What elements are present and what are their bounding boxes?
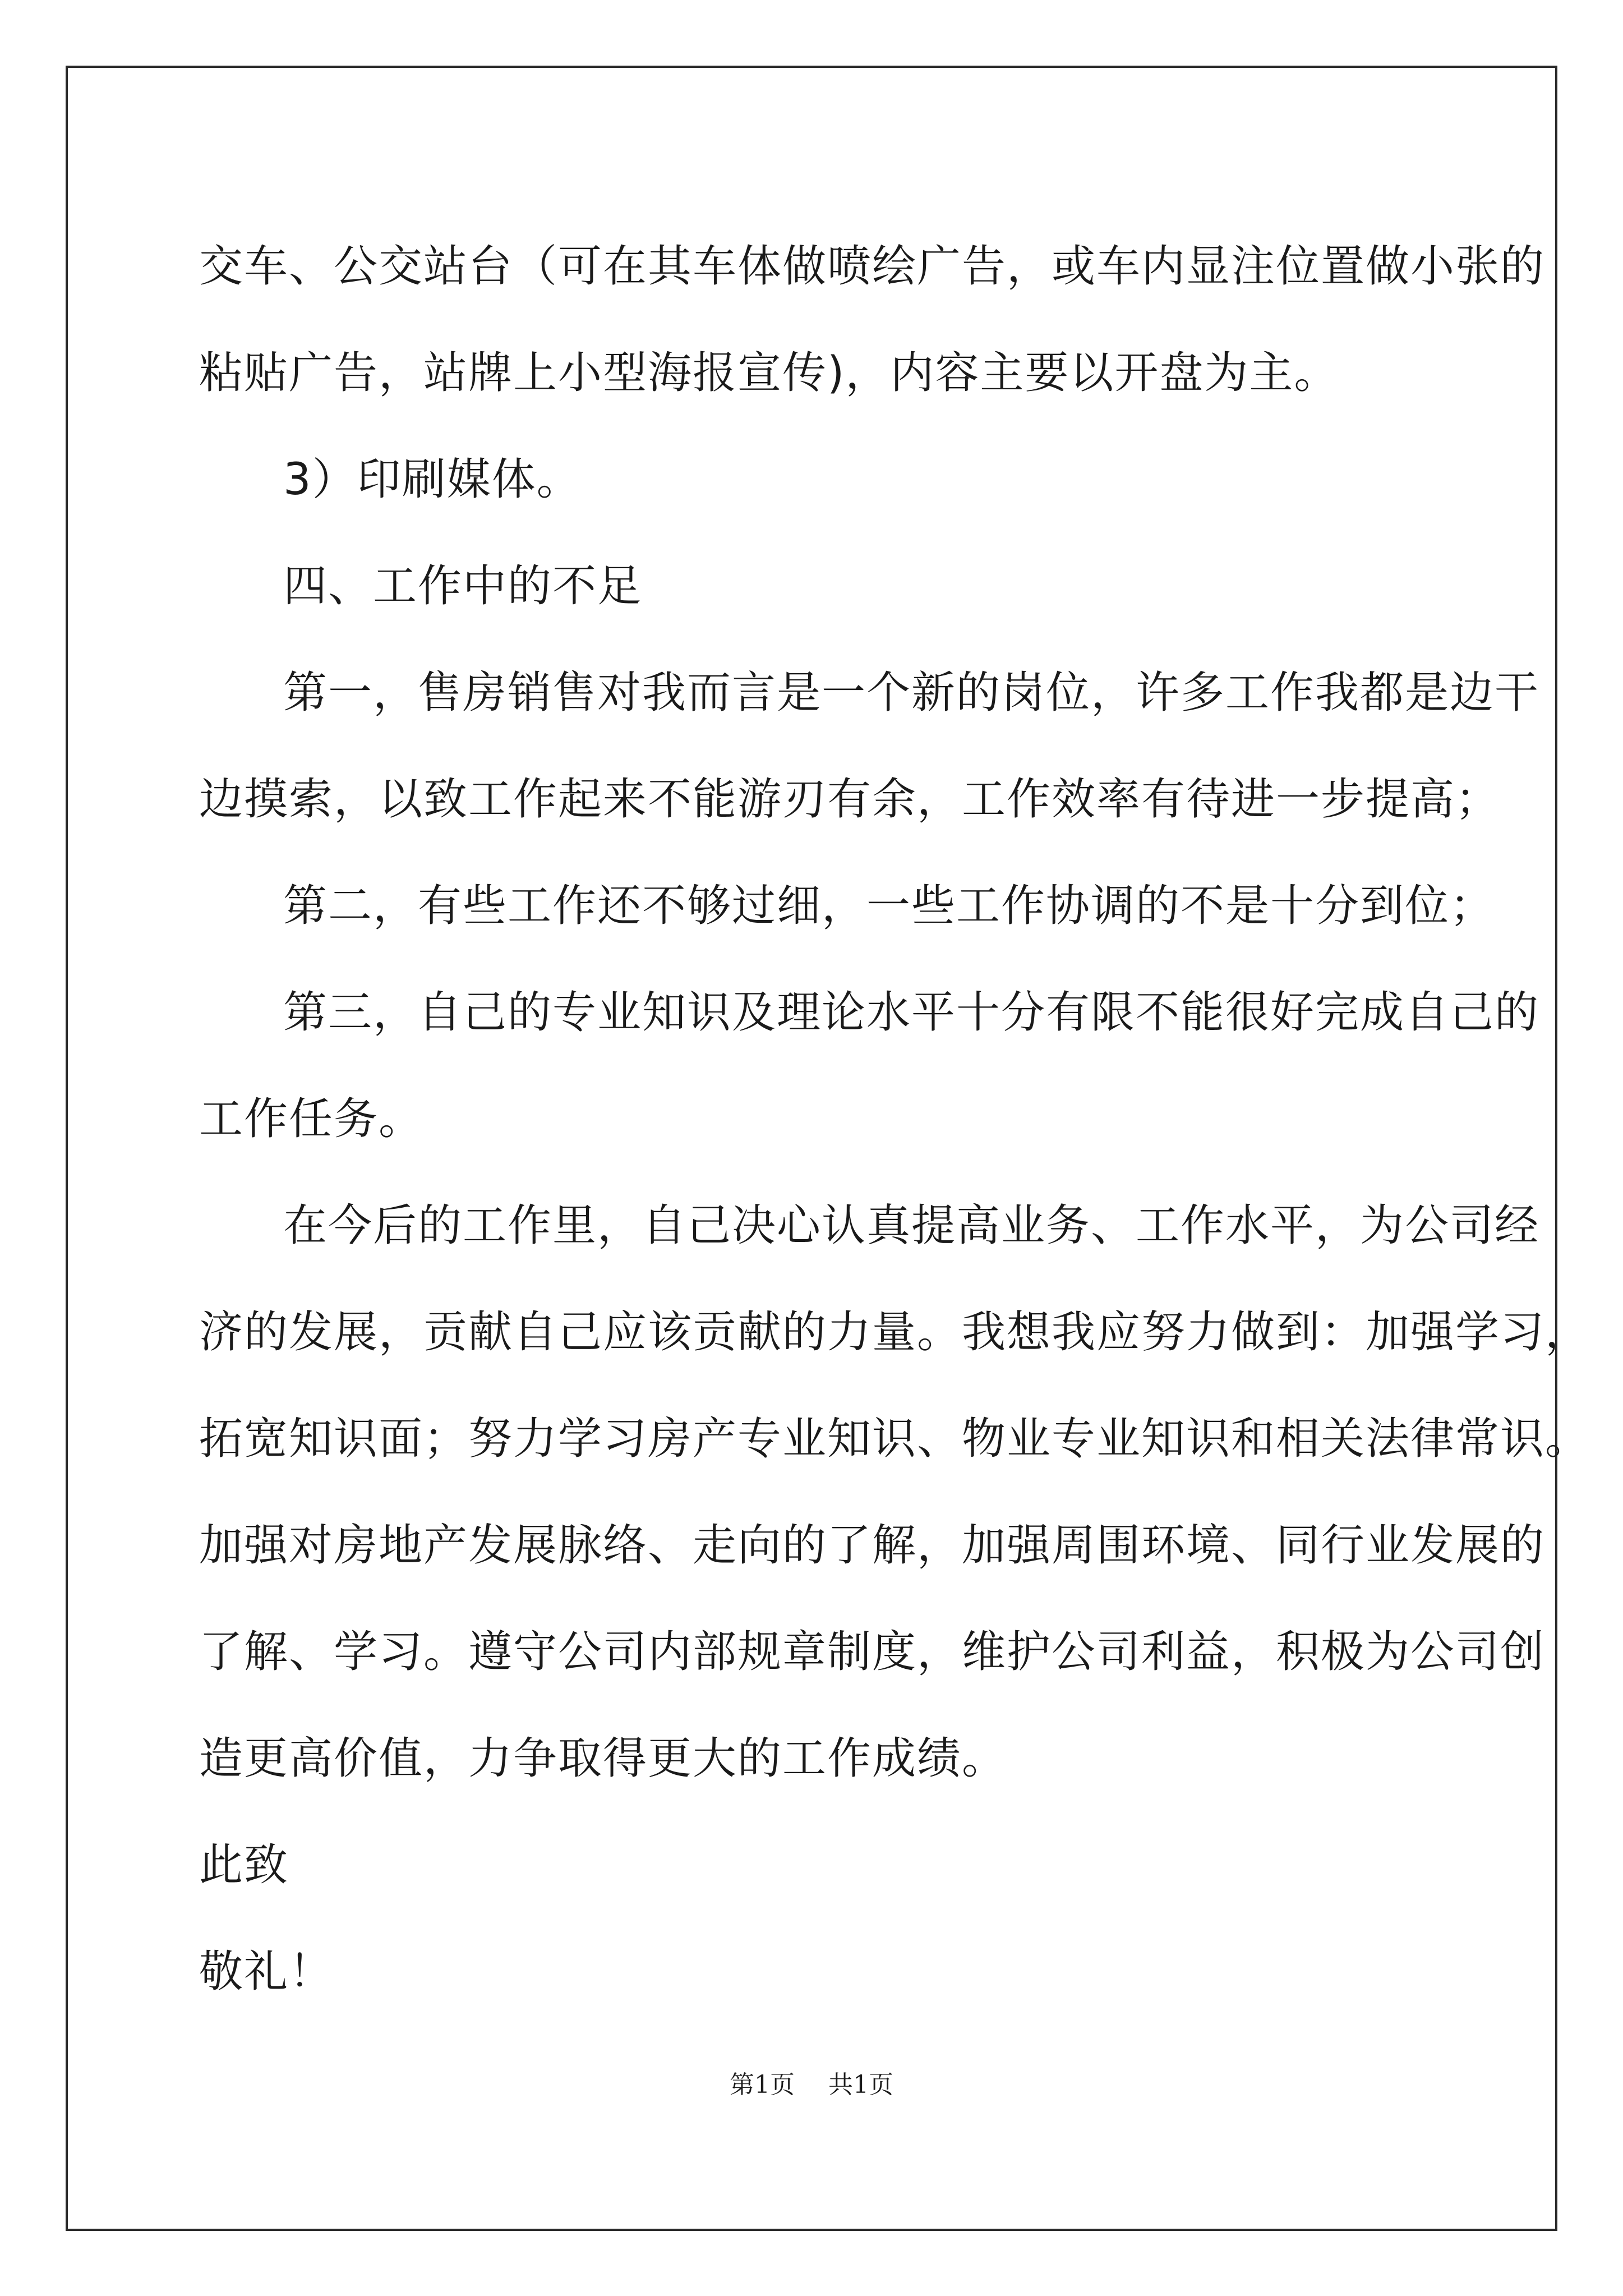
text-line-8: 第三，自己的专业知识及理论水平十分有限不能很好完成自己的: [283, 987, 1540, 1038]
page-total: 共1页: [828, 2070, 893, 2099]
text-line-3: 3）印刷媒体。: [283, 454, 582, 505]
text-line-6: 边摸索，以致工作起来不能游刃有余，工作效率有待进一步提高；: [199, 774, 1501, 825]
text-line-10: 在今后的工作里，自己决心认真提高业务、工作水平，为公司经: [283, 1200, 1540, 1251]
closing-regards: 敬礼！: [199, 1947, 334, 1997]
text-line-13: 加强对房地产发展脉络、走向的了解，加强周围环境、同行业发展的: [199, 1520, 1546, 1571]
text-line-11: 济的发展，贡献自己应该贡献的力量。我想我应努力做到：加强学习，: [199, 1307, 1590, 1358]
text-line-9: 工作任务。: [199, 1094, 424, 1144]
closing-salutation: 此致: [199, 1840, 289, 1890]
document-body: [199, 213, 1590, 2025]
text-line-14: 了解、学习。遵守公司内部规章制度，维护公司利益，积极为公司创: [199, 1627, 1546, 1677]
text-line-2: 粘贴广告，站牌上小型海报宣传)，内容主要以开盘为主。: [199, 348, 1339, 398]
text-line-15: 造更高价值，力争取得更大的工作成绩。: [199, 1733, 1007, 1784]
text-line-1: 交车、公交站台（可在其车体做喷绘广告，或车内显注位置做小张的: [199, 241, 1546, 292]
text-line-7: 第二，有些工作还不够过细，一些工作协调的不是十分到位；: [283, 881, 1495, 931]
text-line-5: 第一，售房销售对我而言是一个新的岗位，许多工作我都是边干: [283, 668, 1540, 718]
text-line-12: 拓宽知识面；努力学习房产专业知识、物业专业知识和相关法律常识。: [199, 1414, 1590, 1464]
page-footer: [0, 2064, 1623, 2100]
page-number: 第1页: [730, 2070, 795, 2099]
section-heading: 四、工作中的不足: [283, 561, 643, 611]
